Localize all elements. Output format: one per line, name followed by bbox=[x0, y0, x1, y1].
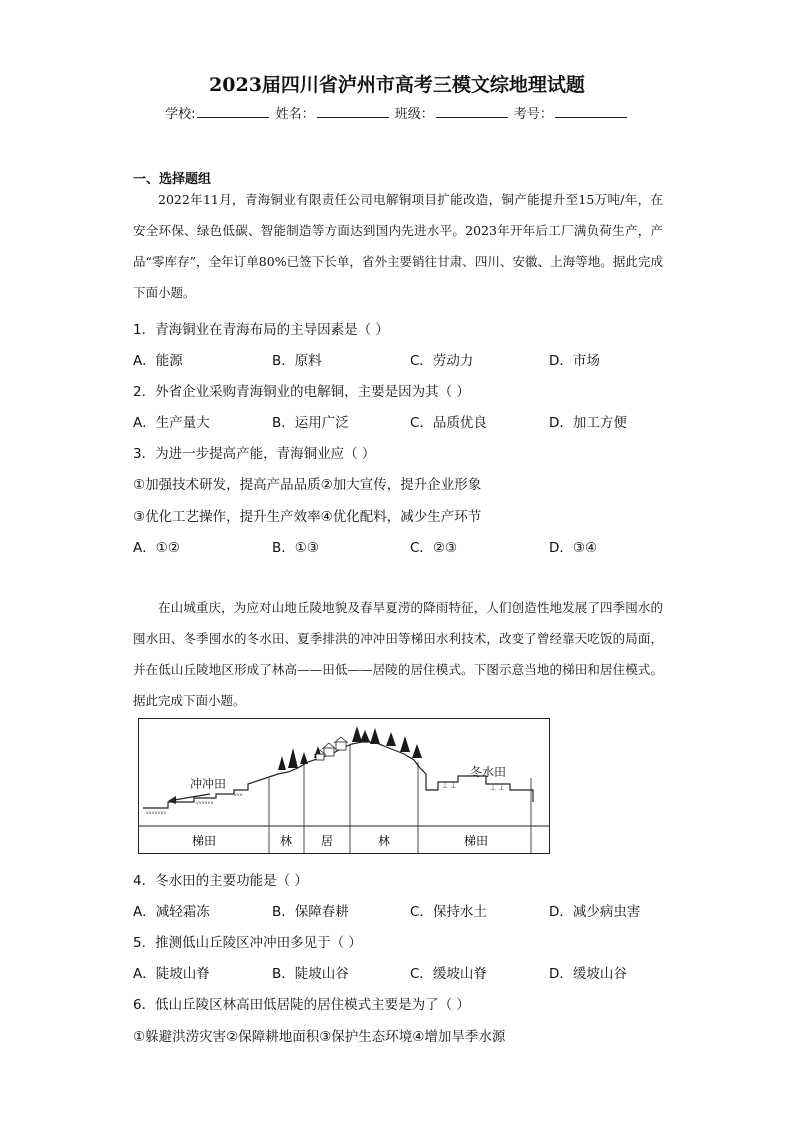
school-blank[interactable] bbox=[197, 105, 269, 118]
option-a[interactable]: A．能源 bbox=[133, 353, 183, 369]
option-c[interactable]: C．保持水土 bbox=[410, 904, 487, 920]
question-3: 3．为进一步提高产能，青海铜业应（ ） bbox=[133, 446, 376, 462]
option-a[interactable]: A．减轻霜冻 bbox=[133, 904, 210, 920]
passage-2: 在山城重庆，为应对山地丘陵地貌及春旱夏涝的降雨特征，人们创造性地发展了四季囤水的囤水田、冬季囤水的冬水田、夏季排洪的冲冲田等梯田水利技术，改变了曾经靠天吃饭的局面，并在低山丘陵地区形成了林高——田低——居陵的居住模式。下图示意当地的梯田和居住模式。据此完成下面小题。 bbox=[133, 600, 663, 708]
option-b[interactable]: B．陡坡山谷 bbox=[272, 966, 349, 982]
class-blank[interactable] bbox=[436, 105, 508, 118]
option-b[interactable]: B．保障春耕 bbox=[272, 904, 349, 920]
passage-1: 2022年11月，青海铜业有限责任公司电解铜项目扩能改造，铜产能提升至15万吨/年，在安全环保、绿色低碳、智能制造等方面达到国内先进水平。2023年开年后工厂满负荷生产，产品“零库存”，全年订单80%已签下长单，省外主要销往甘肃、四川、安徽、上海等地。据此完成下面小题。 bbox=[133, 192, 663, 300]
option-a[interactable]: A．生产量大 bbox=[133, 415, 210, 431]
option-c[interactable]: C．②③ bbox=[410, 540, 458, 556]
option-d[interactable]: D．减少病虫害 bbox=[549, 904, 641, 920]
name-label: 姓名： bbox=[275, 107, 315, 122]
water-marks: ⊥ ⊥ bbox=[442, 782, 457, 790]
crop-marks: ᵥᵥᵥ bbox=[234, 790, 243, 798]
zone-terrace-right: 梯田 bbox=[463, 834, 489, 848]
option-a[interactable]: A．陡坡山脊 bbox=[133, 966, 210, 982]
number-label: 考号： bbox=[513, 107, 553, 122]
zone-forest-left: 林 bbox=[279, 834, 293, 848]
crop-marks: ᵥᵥᵥᵥᵥᵥ bbox=[196, 798, 214, 806]
water-marks: ⊥ ⊥ bbox=[490, 784, 505, 792]
question-3-statement-2: ③优化工艺操作，提升生产效率④优化配料，减少生产环节 bbox=[133, 509, 482, 525]
zone-forest-right: 林 bbox=[377, 834, 391, 848]
terrace-settlement-diagram bbox=[138, 718, 550, 854]
number-blank[interactable] bbox=[555, 105, 627, 118]
option-d[interactable]: D．③④ bbox=[549, 540, 598, 556]
option-a[interactable]: A．①② bbox=[133, 540, 180, 556]
question-3-statement-1: ①加强技术研发，提高产品品质②加大宣传，提升企业形象 bbox=[133, 477, 482, 493]
name-blank[interactable] bbox=[317, 105, 389, 118]
class-label: 班级： bbox=[394, 107, 434, 122]
option-d[interactable]: D．加工方便 bbox=[549, 415, 627, 431]
page-title: 2023届四川省泸州市高考三模文综地理试题 bbox=[209, 74, 585, 96]
question-1: 1．青海铜业在青海布局的主导因素是（ ） bbox=[133, 322, 389, 338]
option-c[interactable]: C．劳动力 bbox=[410, 353, 474, 369]
section-title: 一、选择题组 bbox=[133, 172, 212, 187]
zone-terrace-left: 梯田 bbox=[191, 834, 217, 848]
question-6-statement-1: ①躲避洪涝灾害②保障耕地面积③保护生态环境④增加旱季水源 bbox=[133, 1029, 506, 1045]
option-b[interactable]: B．运用广泛 bbox=[272, 415, 349, 431]
option-d[interactable]: D．缓坡山谷 bbox=[549, 966, 627, 982]
question-4: 4．冬水田的主要功能是（ ） bbox=[133, 873, 308, 889]
label-dongshui: 冬水田 bbox=[470, 765, 507, 779]
zone-residence: 居 bbox=[320, 834, 334, 848]
option-d[interactable]: D．市场 bbox=[549, 353, 600, 369]
option-b[interactable]: B．原料 bbox=[272, 353, 322, 369]
school-label: 学校: bbox=[165, 107, 196, 122]
question-5: 5．推测低山丘陵区冲冲田多见于（ ） bbox=[133, 935, 362, 951]
crop-marks: ᵥᵥᵥᵥᵥᵥᵥ bbox=[146, 808, 167, 816]
student-info-line bbox=[0, 103, 794, 122]
option-c[interactable]: C．品质优良 bbox=[410, 415, 487, 431]
question-2: 2．外省企业采购青海铜业的电解铜，主要是因为其（ ） bbox=[133, 384, 470, 400]
option-b[interactable]: B．①③ bbox=[272, 540, 319, 556]
question-6: 6．低山丘陵区林高田低居陡的居住模式主要是为了（ ） bbox=[133, 997, 470, 1013]
option-c[interactable]: C．缓坡山脊 bbox=[410, 966, 487, 982]
label-chongchong: 冲冲田 bbox=[190, 777, 227, 791]
